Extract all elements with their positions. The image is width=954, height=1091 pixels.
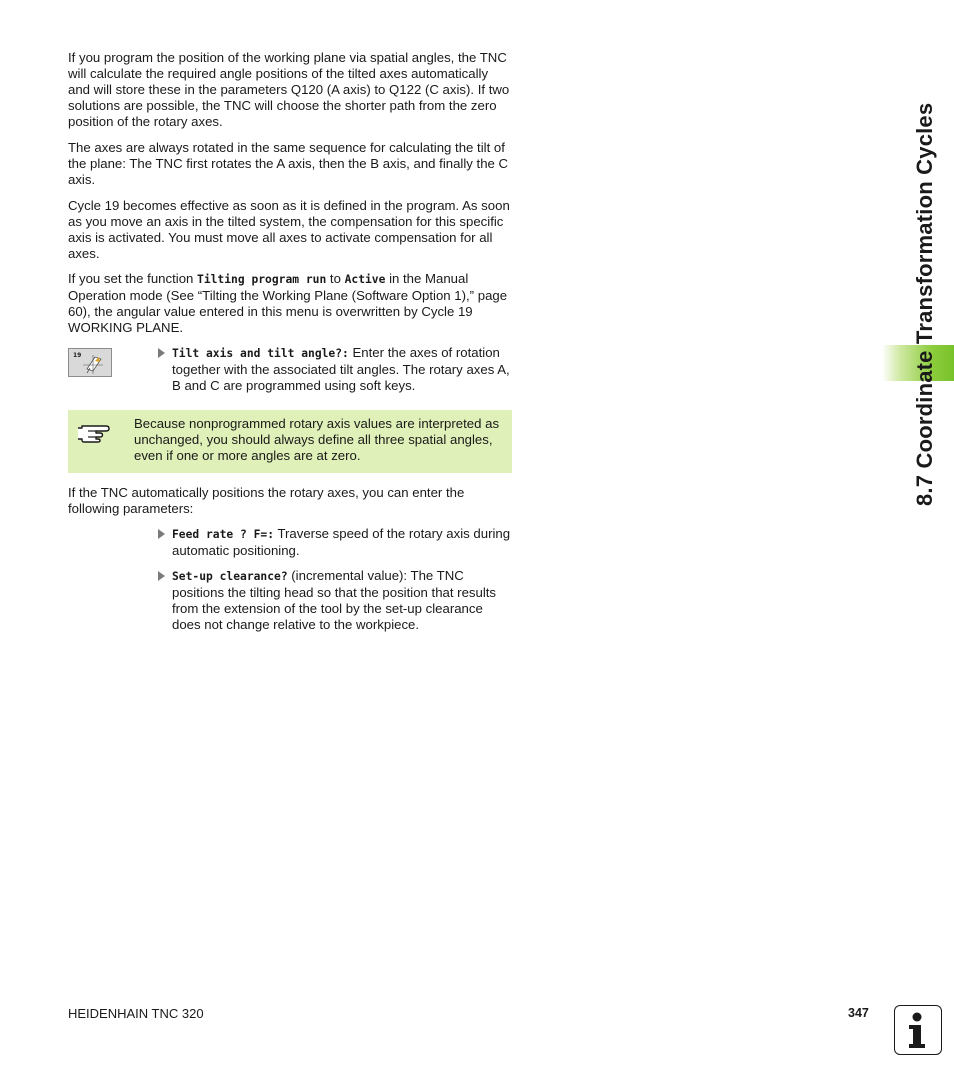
bullet-setup-clearance: [158, 568, 514, 633]
bullet-description: Traverse speed of the rotary axis during automatic positioning.: [172, 526, 511, 558]
info-icon: [894, 1005, 942, 1055]
bullet-arrow-icon: [158, 571, 165, 581]
bullet-description: (incremental value): The TNC positions the tilting head so that the position that results from the extension of the tool by the set-up clearance does not change relative to the workpiece.: [172, 568, 497, 632]
page-number: 347: [848, 1006, 869, 1020]
bullet-tilt-axis: [158, 345, 514, 394]
cross-reference-text: in the Manual Operation mode (See “Tilting the Working Plane (Software Option 1),” page 60), the angular value entered in this menu is overwritten by Cycle 19 WORKING PLANE.: [68, 271, 508, 335]
tilted-plane-icon: [69, 349, 111, 376]
code-tilt-axis: Tilt axis and tilt angle?:: [172, 347, 349, 360]
bullet-text: [158, 526, 514, 559]
paragraph-cycle-effective: Cycle 19 becomes effective as soon as it is defined in the program. As soon as you move an axis in the tilted system, the compensation for this specific axis is activated. You must move all axes to activate compensation for all axes.: [68, 198, 510, 261]
paragraph-rotation-sequence: The axes are always rotated in the same sequence for calculating the tilt of the plane: The TNC first rotates the A axis, then the B axis, and finally the C axis.: [68, 140, 509, 187]
bullet-text: [158, 345, 514, 394]
chapter-section-title: 8.7 Coordinate Transformation Cycles: [912, 102, 937, 506]
code-tilting-program-run: Tilting program run: [197, 273, 327, 286]
bullet-description: Enter the axes of rotation together with the associated tilt angles. The rotary axes A, B and C are programmed using soft keys.: [172, 345, 510, 393]
code-setup-clearance: Set-up clearance?: [172, 570, 288, 583]
footer-product-name: HEIDENHAIN TNC 320: [68, 1006, 204, 1021]
code-active: Active: [344, 273, 386, 286]
bullet-arrow-icon: [158, 348, 165, 358]
code-feed-rate: Feed rate ? F=:: [172, 528, 275, 541]
paragraph-spatial-angles: If you program the position of the working plane via spatial angles, the TNC will calculate the required angle positions of the tilted axes automatically and will store these in the parameters Q120 (A axis) to Q122 (C axis). If two solutions are possible, the TNC will choose the shorter path from the zero position of the rotary axes.: [68, 50, 510, 129]
note-box: [68, 410, 512, 473]
bullet-arrow-icon: [158, 529, 165, 539]
softkey-number: 19: [73, 352, 82, 359]
pointing-hand-icon: [76, 419, 112, 450]
cycle-19-softkey-icon: [68, 348, 112, 377]
text-run: to: [326, 271, 345, 286]
bullet-feed-rate: [158, 526, 514, 559]
note-text: Because nonprogrammed rotary axis values are interpreted as unchanged, you should always define all three spatial angles, even if one or more angles are at zero.: [134, 416, 500, 463]
text-run: If you set the function: [68, 271, 198, 286]
bullet-text: [158, 568, 514, 633]
paragraph-auto-positioning: If the TNC automatically positions the rotary axes, you can enter the following parameters:: [68, 485, 465, 516]
paragraph-tilting-program-run: [68, 271, 512, 336]
